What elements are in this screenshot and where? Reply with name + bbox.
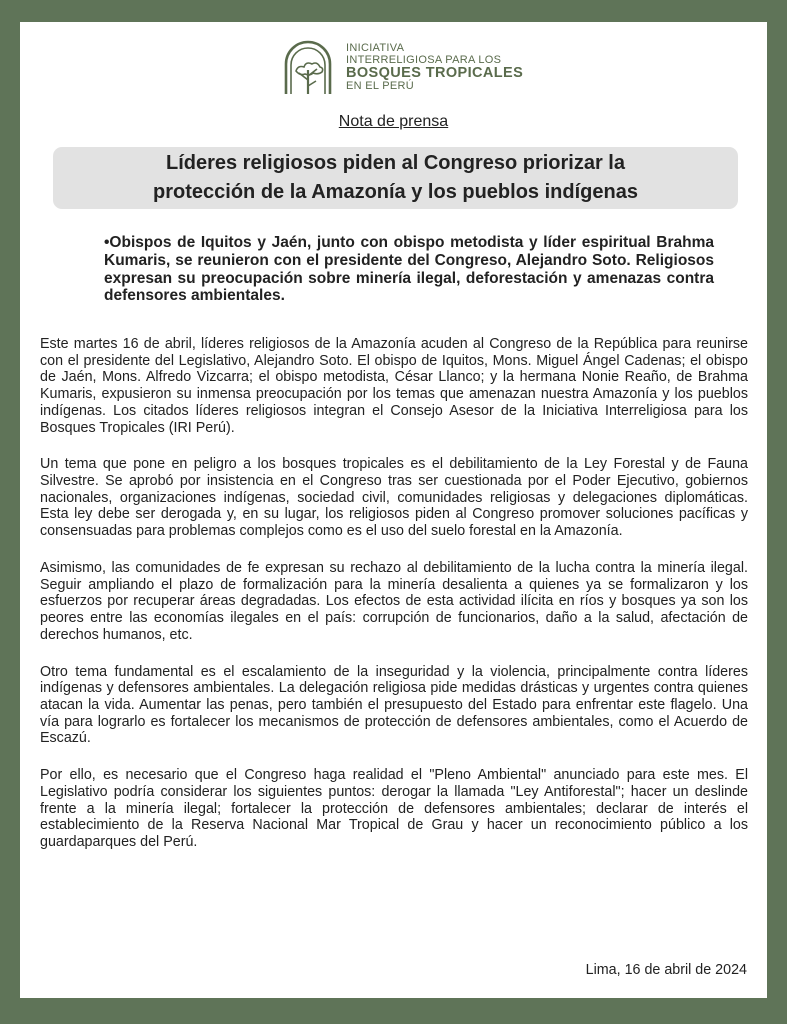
logo-line-3: BOSQUES TROPICALES (346, 65, 524, 82)
press-note-label: Nota de prensa (338, 113, 449, 130)
paragraph: Un tema que pone en peligro a los bosques tropicales es el debilitamiento de la Ley Forestal y de Fauna Silvestre. Se aprobó por insistencia en el Congreso tras ser cuestionada por el Poder Ejecutivo, gobiernos nacionales, organizaciones indígenas, sociedad civil, comunidades religiosas y delegaciones diplomáticas. Esta ley debe ser derogada y, en su lugar, los religiosos piden al Congreso promover soluciones pacíficas y consensuadas para problemas complejos como es el uso del suelo forestal en la Amazonía. (40, 456, 748, 540)
headline-line-1: Líderes religiosos piden al Congreso priorizar la (165, 152, 625, 174)
article-body (40, 336, 748, 871)
paragraph: Este martes 16 de abril, líderes religiosos de la Amazonía acuden al Congreso de la República para reunirse con el presidente del Legislativo, Alejandro Soto. El obispo de Iquitos, Mons. Miguel Ángel Cadenas; el obispo de Jaén, Mons. Alfredo Vizcarra; el obispo metodista, César Llanco; y la hermana Nonie Reaño, de Brahma Kumaris, expusieron su inmensa preocupación por los temas que amenazan nuestra Amazonía y los pueblos indígenas. Los citados líderes religiosos integran el Consejo Asesor de la Iniciativa Interreligiosa para los Bosques Tropicales (IRI Perú). (40, 336, 748, 436)
logo-line-2: INTERRELIGIOSA PARA LOS (346, 53, 502, 66)
logo-line-1: INICIATIVA (346, 42, 405, 55)
paragraph: Asimismo, las comunidades de fe expresan su rechazo al debilitamiento de la lucha contra la minería ilegal. Seguir ampliando el plazo de formalización para la minería desalienta a quienes ya se formalizaron y los esfuerzos por recuperar áreas degradadas. Los efectos de esta actividad ilícita en ríos y bosques ya son los peores entre las economías ilegales en el país: corrupción de funcionarios, daño a la salud, afectación de derechos humanos, etc. (40, 559, 748, 643)
paragraph: Por ello, es necesario que el Congreso haga realidad el "Pleno Ambiental" anunciado para este mes. El Legislativo podría considerar los siguientes puntos: derogar la llamada "Ley Antiforestal"; hacer un deslinde frente a la minería ilegal; fortalecer la protección de defensores ambientales; declarar de interés el establecimiento de la Reserva Nacional Mar Tropical de Grau y hacer un reconocimiento público a los guardaparques del Perú. (40, 767, 748, 850)
press-release-page (20, 22, 767, 998)
headline-box (53, 147, 738, 209)
paragraph: Otro tema fundamental es el escalamiento de la inseguridad y la violencia, principalmente contra líderes indígenas y defensores ambientales. La delegación religiosa pide medidas drásticas y urgentes contra quienes atacan la vida. Aumentar las penas, pero también el presupuesto del Estado para enfrentar este flagelo. Una vía para lograrlo es fortalecer los mecanismos de protección de defensores ambientales, como el Acuerdo de Escazú. (40, 663, 748, 747)
organization-logo (280, 40, 523, 96)
lead-summary: •Obispos de Iquitos y Jaén, junto con obispo metodista y líder espiritual Brahma Kumaris, se reunieron con el presidente del Congreso, Alejandro Soto. Religiosos expresan su preocupación sobre minería ilegal, deforestación y amenazas contra defensores ambientales. (104, 234, 714, 305)
logo-line-4: EN EL PERÚ (346, 80, 415, 93)
headline-line-2: protección de la Amazonía y los pueblos indígenas (153, 181, 638, 203)
tree-in-arch-icon (280, 40, 336, 96)
place-date-signature: Lima, 16 de abril de 2024 (585, 962, 747, 978)
